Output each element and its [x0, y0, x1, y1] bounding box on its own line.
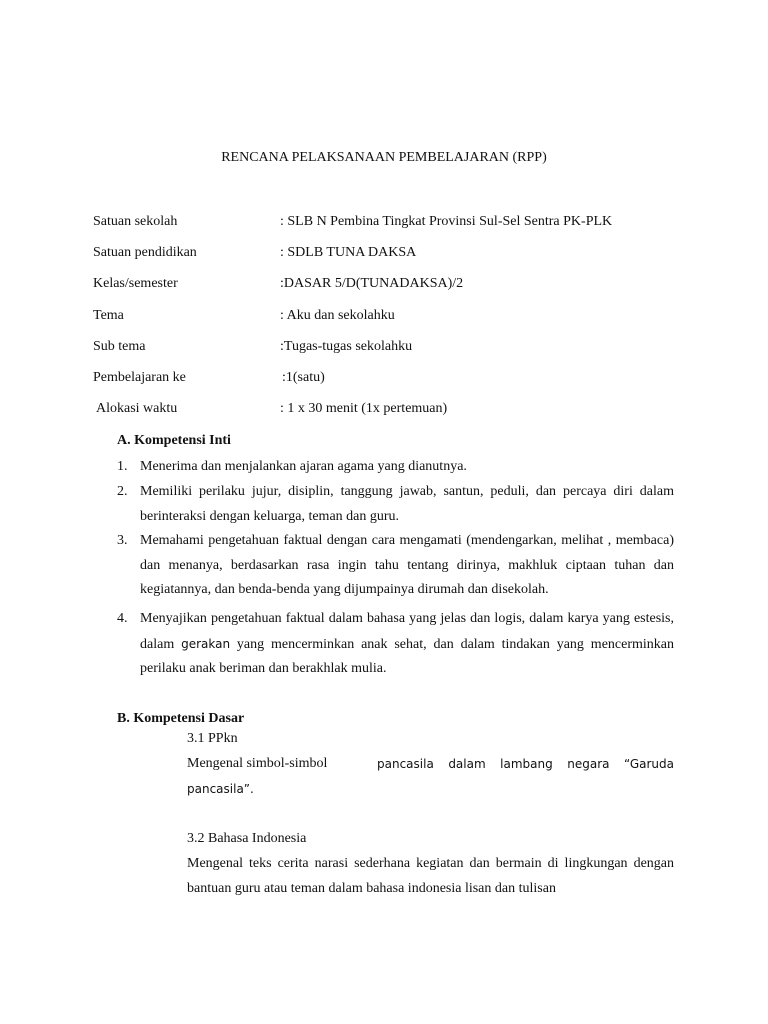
label-kelas-semester: Kelas/semester	[93, 276, 178, 291]
label-tema: Tema	[93, 308, 124, 323]
subsection-bahasa-text: Mengenal teks cerita narasi sederhana kegiatan dan bermain di lingkungan dengan bantuan guru atau teman dalam bahasa indonesia lisan dan tulisan	[187, 856, 674, 896]
value-satuan-sekolah: : SLB N Pembina Tingkat Provinsi Sul-Sel Sentra PK-PLK	[280, 214, 613, 229]
list-item-text: Memahami pengetahuan faktual dengan cara mengamati (mendengarkan, melihat , membaca) dan menanya, berdasarkan rasa ingin tahu tentang dirinya, makhluk ciptaan tuhan dan kegiatannya, dan benda-benda yang dijumpainya dirumah dan disekolah.	[140, 533, 674, 597]
value-tema: : Aku dan sekolahku	[280, 308, 395, 323]
list-item-text: Menerima dan menjalankan ajaran agama yang dianutnya.	[140, 459, 467, 474]
section-b-heading: B. Kompetensi Dasar	[117, 711, 245, 726]
document-title: RENCANA PELAKSANAAN PEMBELAJARAN (RPP)	[221, 150, 547, 165]
section-a-heading: A. Kompetensi Inti	[117, 433, 231, 448]
value-sub-tema: :Tugas-tugas sekolahku	[280, 339, 413, 354]
subsection-ppkn-title: 3.1 PPkn	[187, 731, 238, 746]
list-item-text-part: Menyajikan pengetahuan faktual dalam bahasa yang jelas dan logis, dalam karya yang estesis, dalam	[140, 611, 674, 652]
list-item-text-part: yang mencerminkan anak sehat, dan dalam tindakan yang mencerminkan perilaku anak beriman dan berakhlak mulia.	[140, 636, 674, 676]
subsection-ppkn-text-b: pancasila dalam lambang negara “Garuda	[377, 757, 674, 771]
list-item-text	[140, 607, 674, 682]
label-satuan-pendidikan: Satuan pendidikan	[93, 245, 197, 260]
value-satuan-pendidikan: : SDLB TUNA DAKSA	[280, 245, 417, 260]
label-pembelajaran-ke: Pembelajaran ke	[93, 370, 186, 385]
value-kelas-semester: :DASAR 5/D(TUNADAKSA)/2	[280, 276, 464, 291]
list-item-text: Memiliki perilaku jujur, disiplin, tanggung jawab, santun, peduli, dan percaya diri dalam berinteraksi dengan keluarga, teman dan guru.	[140, 484, 674, 524]
value-pembelajaran-ke: :1(satu)	[282, 370, 325, 385]
list-number: 4.	[117, 611, 128, 626]
value-alokasi-waktu: : 1 x 30 menit (1x pertemuan)	[280, 401, 448, 416]
list-number: 2.	[117, 484, 128, 499]
list-number: 3.	[117, 533, 128, 548]
list-number: 1.	[117, 459, 128, 474]
list-item-text-part: gerakan	[181, 636, 231, 651]
label-alokasi-waktu: Alokasi waktu	[96, 401, 178, 416]
label-sub-tema: Sub tema	[93, 339, 146, 354]
subsection-ppkn-text-c: pancasila”.	[187, 782, 254, 796]
label-satuan-sekolah: Satuan sekolah	[93, 214, 178, 229]
subsection-bahasa-title: 3.2 Bahasa Indonesia	[187, 831, 307, 846]
subsection-ppkn-text-a: Mengenal simbol-simbol	[187, 756, 328, 771]
